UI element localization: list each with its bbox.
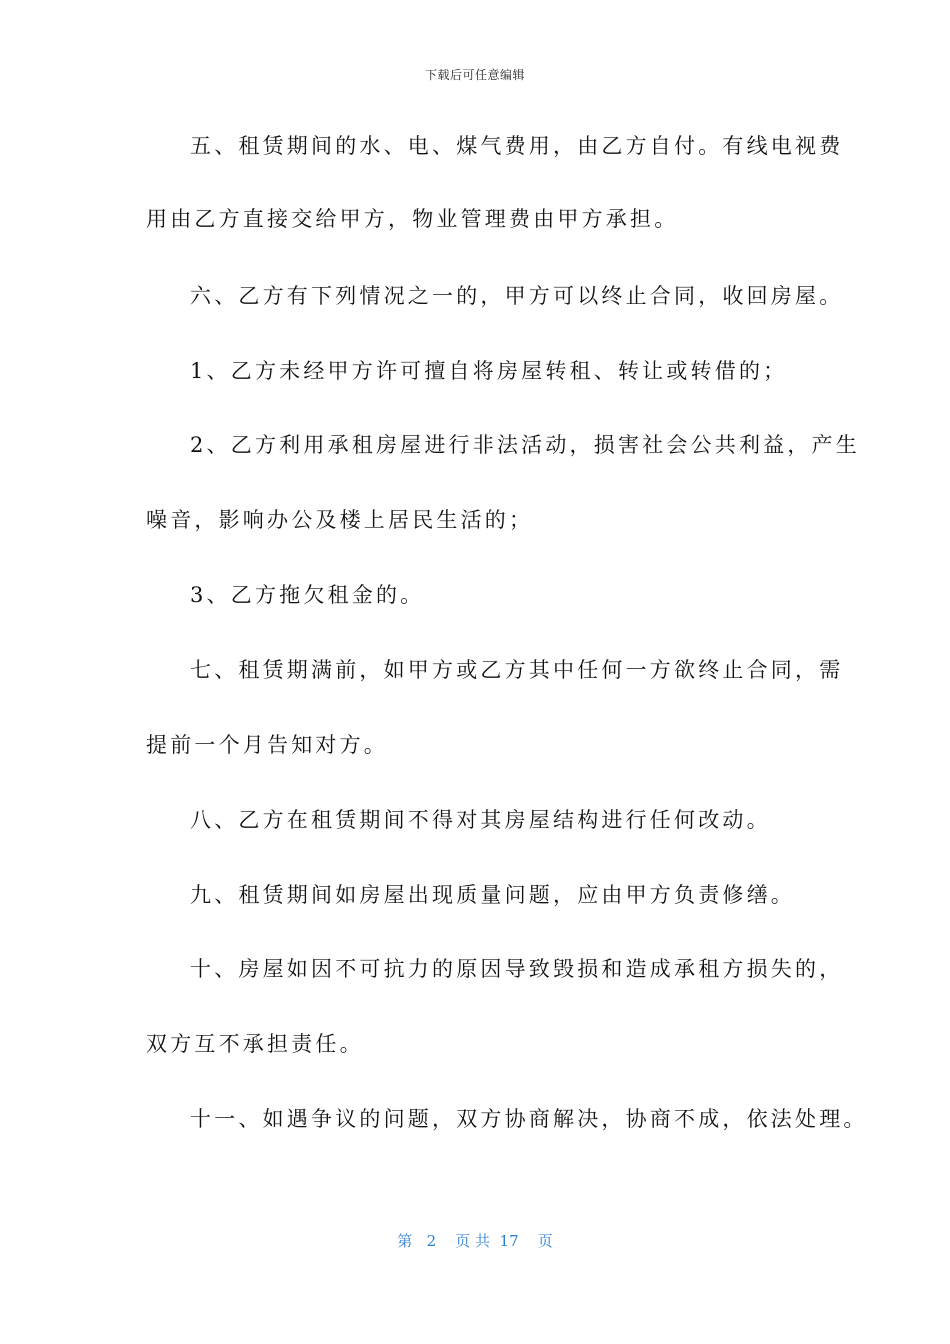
paragraph-line: 3、乙方拖欠租金的。 [190,583,425,607]
paragraph-line: 五、租赁期间的水、电、煤气费用，由乙方自付。有线电视费 [190,134,844,158]
paragraph-line: 噪音，影响办公及楼上居民生活的； [146,508,534,532]
page-footer [0,1230,950,1251]
paragraph-line: 六、乙方有下列情况之一的，甲方可以终止合同，收回房屋。 [190,284,844,308]
footer-total-pages: 17 [499,1232,519,1250]
footer-suffix: 页 [537,1232,553,1250]
paragraph-line: 双方互不承担责任。 [146,1032,364,1056]
paragraph-line: 十一、如遇争议的问题，双方协商解决，协商不成，依法处理。 [190,1107,868,1131]
paragraph-line: 八、乙方在租赁期间不得对其房屋结构进行任何改动。 [190,808,771,832]
header-note: 下载后可任意编辑 [424,68,525,82]
footer-prefix: 第 [397,1232,413,1250]
paragraph-line: 1、乙方未经甲方许可擅自将房屋转租、转让或转借的； [190,359,788,383]
paragraph-line: 用由乙方直接交给甲方，物业管理费由甲方承担。 [146,207,679,231]
paragraph-line: 2、乙方利用承租房屋进行非法活动，损害社会公共利益，产生 [190,433,860,457]
paragraph-line: 七、租赁期满前，如甲方或乙方其中任何一方欲终止合同，需 [190,658,844,682]
footer-current-page: 2 [426,1232,437,1250]
footer-middle: 页 共 [455,1232,490,1250]
paragraph-line: 十、房屋如因不可抗力的原因导致毁损和造成承租方损失的， [190,957,844,981]
paragraph-line: 九、租赁期间如房屋出现质量问题，应由甲方负责修缮。 [190,883,795,907]
paragraph-line: 提前一个月告知对方。 [146,733,388,757]
